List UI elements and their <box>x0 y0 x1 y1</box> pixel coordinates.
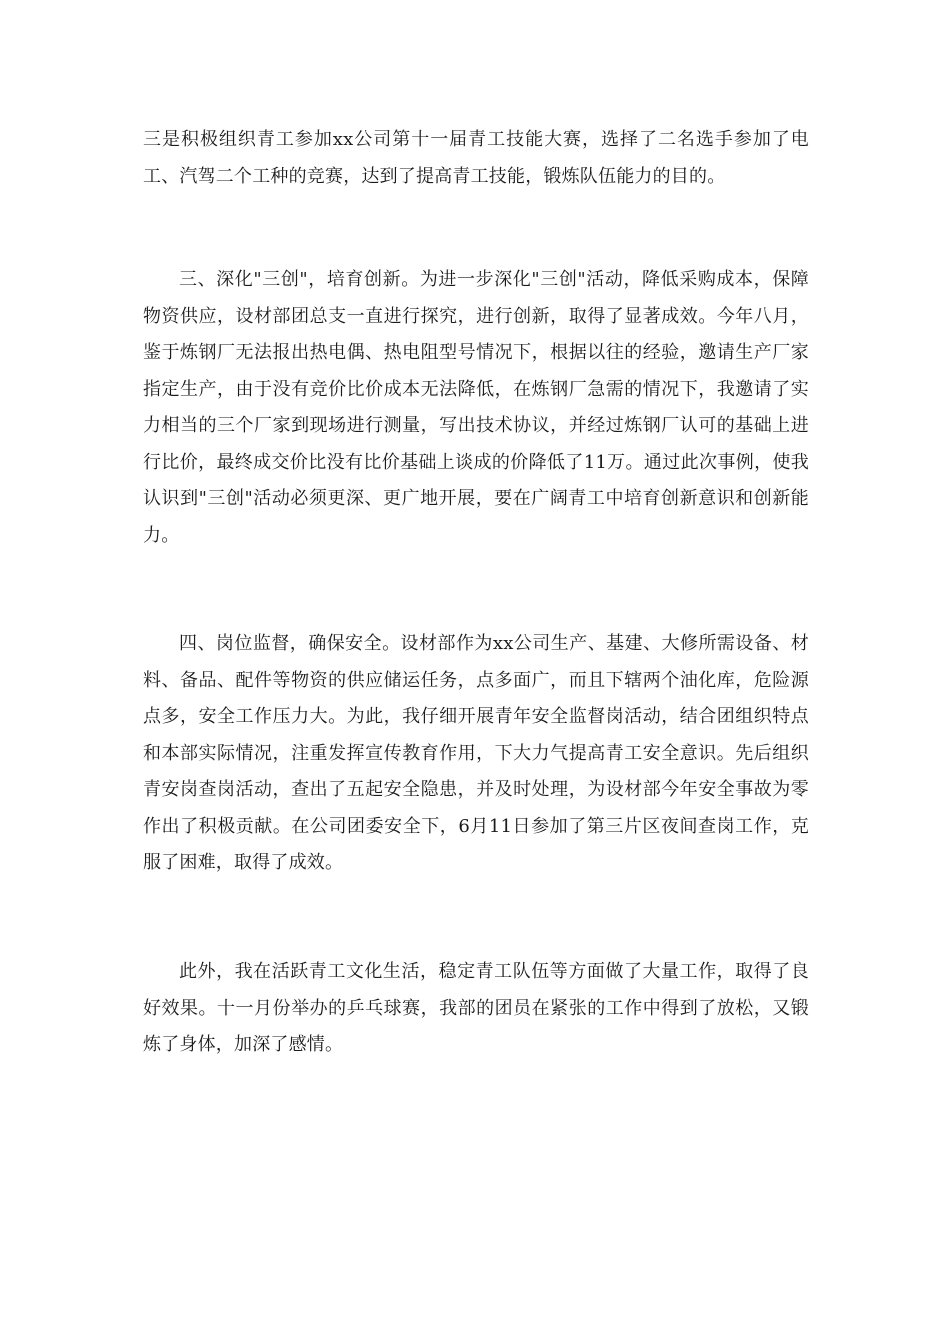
paragraph-safety-supervision: 四、岗位监督，确保安全。设材部作为xx公司生产、基建、大修所需设备、材料、备品、配件等物资的供应储运任务，点多面广，而且下辖两个油化库，危险源点多，安全工作压力大。为此，我仔细开展青年安全监督岗活动，结合团组织特点和本部实际情况，注重发挥宣传教育作用，下大力气提高青工安全意识。先后组织青安岗查岗活动，查出了五起安全隐患，并及时处理，为设材部今年安全事故为零作出了积极贡献。在公司团委安全下，6月11日参加了第三片区夜间查岗工作，克服了困难，取得了成效。 <box>143 633 809 873</box>
paragraph-three-innovations: 三、深化"三创"，培育创新。为进一步深化"三创"活动，降低采购成本，保障物资供应，设材部团总支一直进行探究，进行创新，取得了显著成效。今年八月，鉴于炼钢厂无法报出热电偶、热电阻型号情况下，根据以往的经验，邀请生产厂家指定生产，由于没有竞价比价成本无法降低，在炼钢厂急需的情况下，我邀请了实力相当的三个厂家到现场进行测量，写出技术协议，并经过炼钢厂认可的基础上进行比价，最终成交价比没有比价基础上谈成的价降低了11万。通过此次事例，使我认识到"三创"活动必须更深、更广地开展，要在广阔青工中培育创新意识和创新能力。 <box>143 269 809 546</box>
paragraph-cultural-life: 此外，我在活跃青工文化生活，稳定青工队伍等方面做了大量工作，取得了良好效果。十一月份举办的乒乓球赛，我部的团员在紧张的工作中得到了放松，又锻炼了身体，加深了感情。 <box>143 961 809 1055</box>
paragraph-skills-competition: 三是积极组织青工参加xx公司第十一届青工技能大赛，选择了二名选手参加了电工、汽驾二个工种的竞赛，达到了提高青工技能，锻炼队伍能力的目的。 <box>143 129 809 187</box>
